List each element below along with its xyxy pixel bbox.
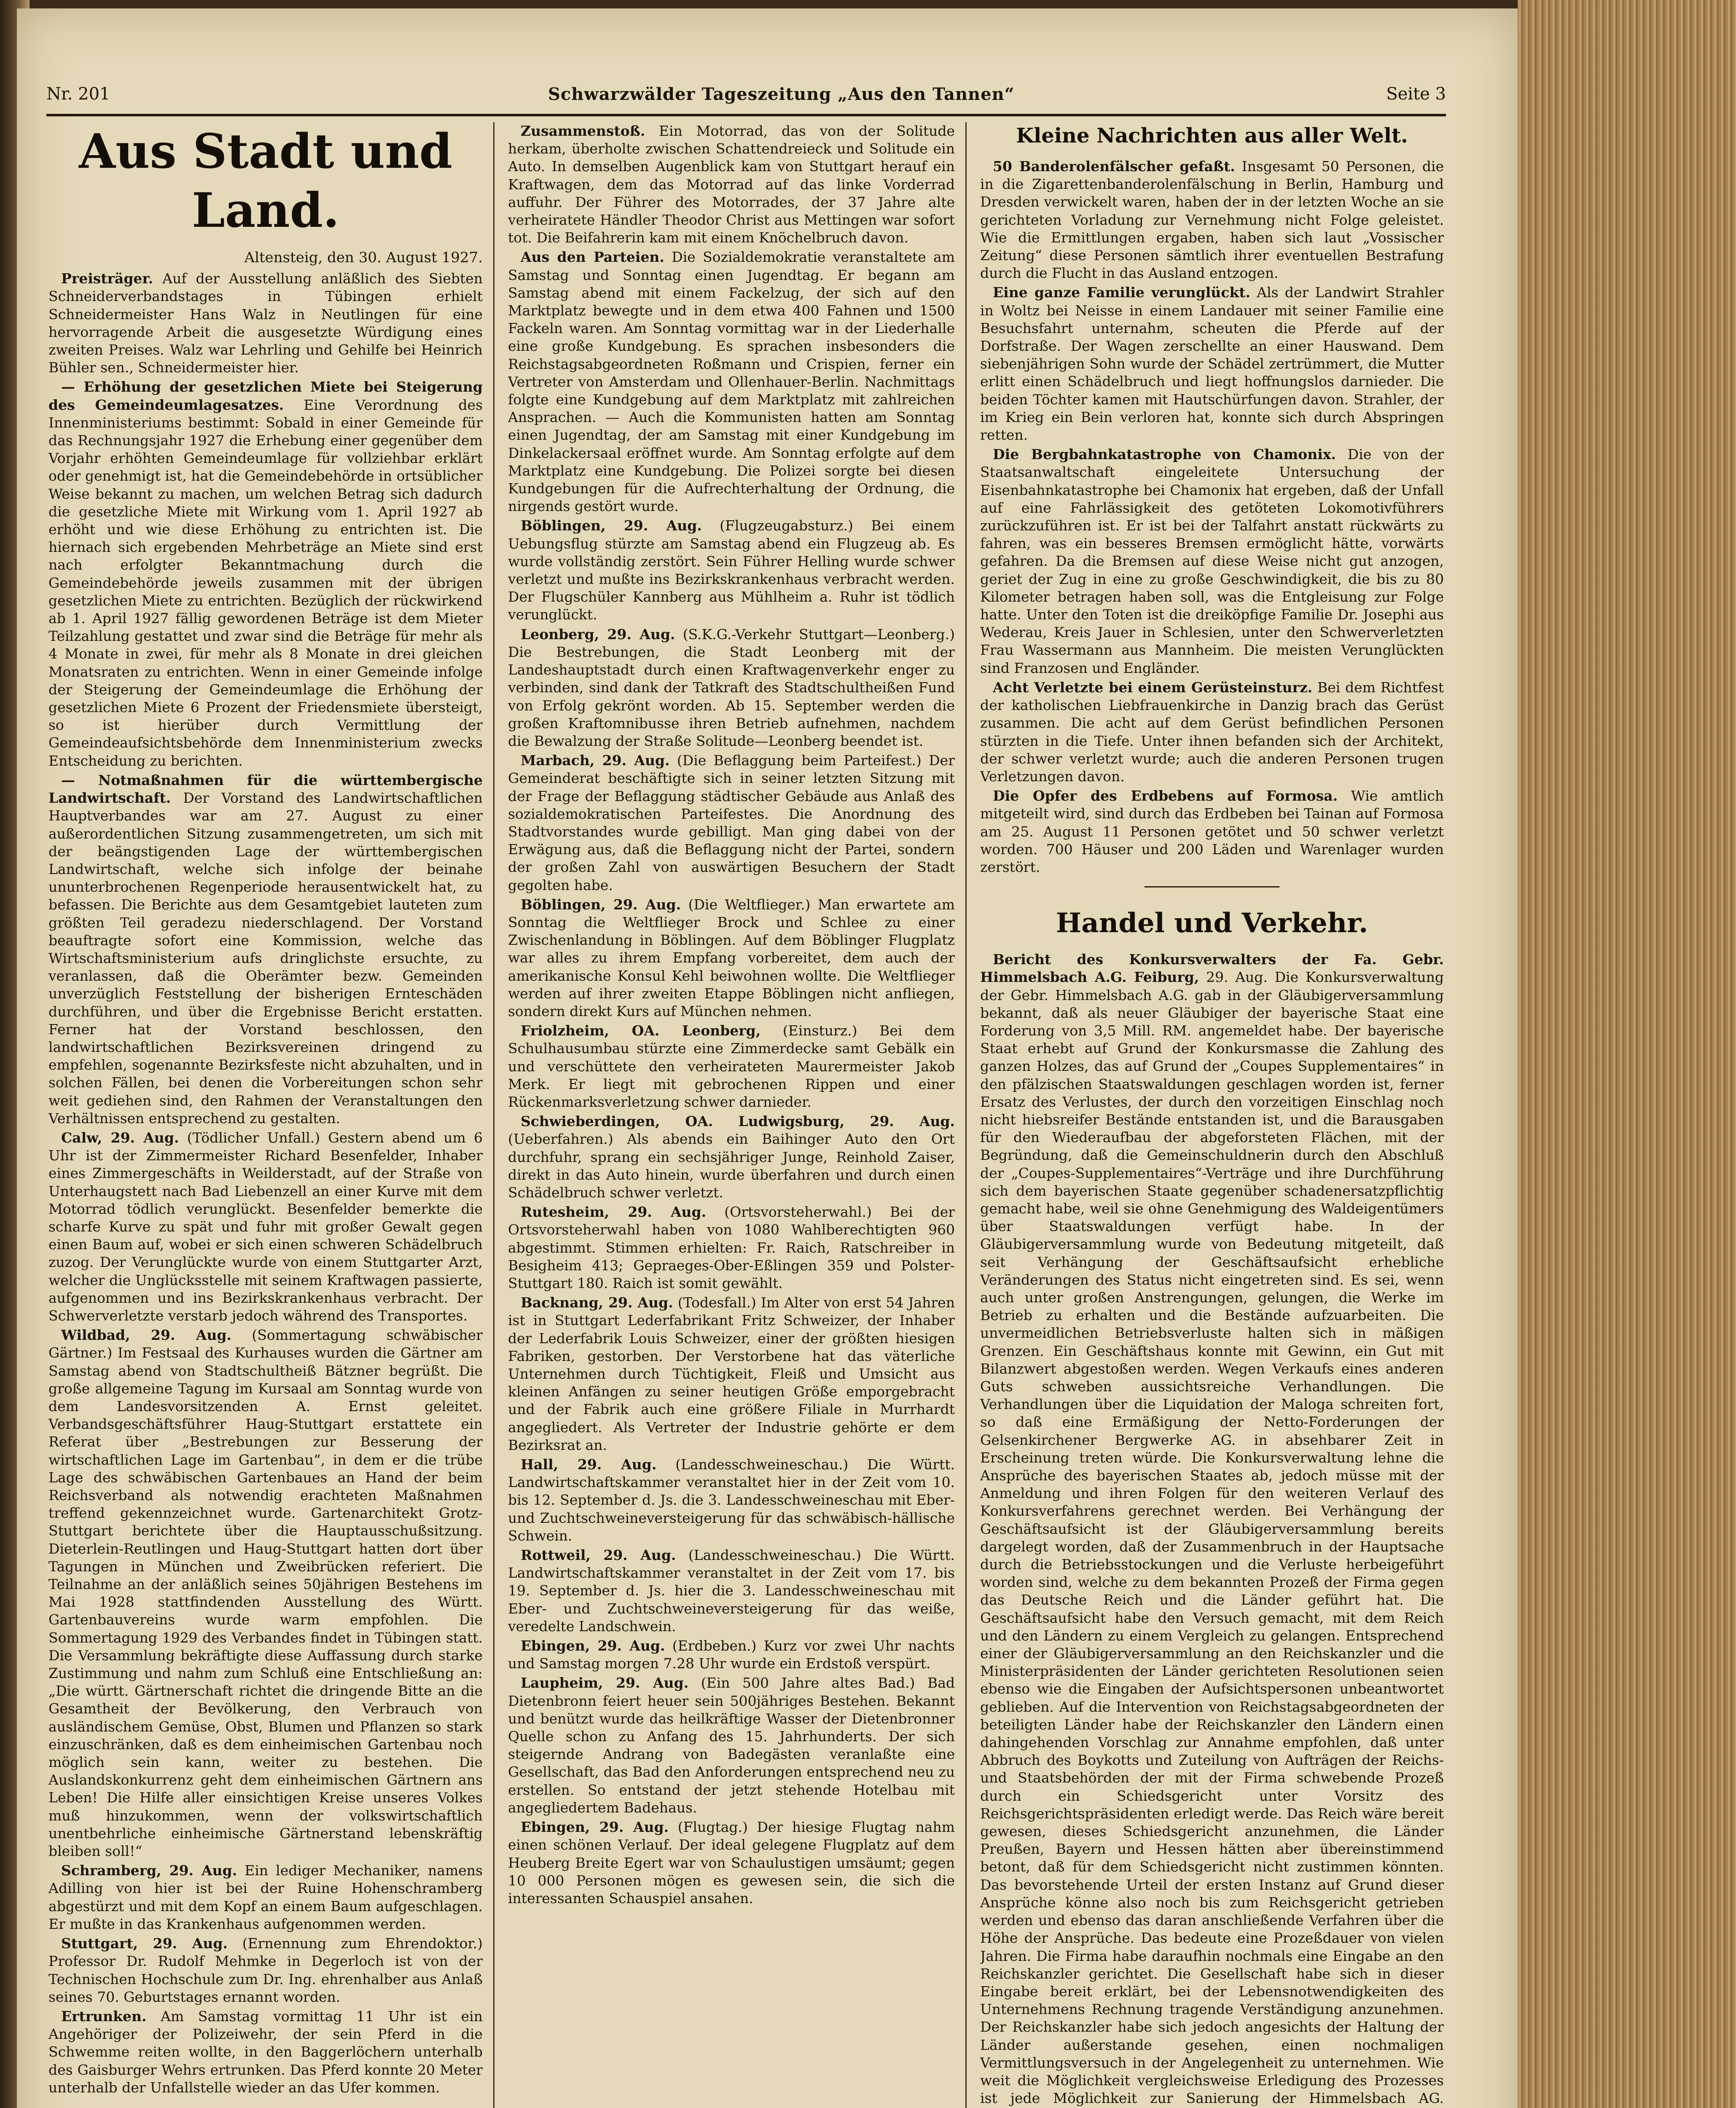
article-paragraph [48, 270, 483, 376]
article-body: (Erdbeben.) Kurz vor zwei Uhr nachts und Samstag morgen 7.28 Uhr wurde ein Erdstoß verspürt. [508, 1637, 955, 1672]
article-body: 29. Aug. Die Konkursverwaltung der Gebr. Himmelsbach A.G. gab in der Gläubigerversammlung bekannt, daß als neuer Gläubiger der bayerische Staat eine Forderung von 3,5 Mill. RM. angemeldet habe. Der bayerische Staat erhebt auf Grund der Konkursmasse die Zahlung des ganzen Holzes, das auf Grund der „Coupes Supplementaires“ in den pfälzischen Staatswaldungen geschlagen worden ist, ferner Ersatz des Verlustes, der durch den vorzeitigen Einschlag noch nicht hiebsreifer Bestände entstanden ist, und die Barausgaben für den Wiederaufbau der abgeforsteten Flächen, mit der Begründung, daß die Gemeinschuldnerin durch den Abschluß der „Coupes-Supplementaires“-Verträge und ihre Durchführung sich dem bayerischen Staate gegenüber schadenersatzpflichtig gemacht habe, weil sie ohne Genehmigung des Waldeigentümers über Staatswaldungen verfügt habe. In der Gläubigerversammlung wurde von Bedeutung mitgeteilt, daß seit Verhängung der Geschäftsaufsicht erhebliche Veränderungen des Status nicht eingetreten sind. Es sei, wenn auch unter großen Anstrengungen, gelungen, die Werke im Betrieb zu erhalten und die Bestände aufzuarbeiten. Die unvermeidlichen Betriebsverluste halten sich in mäßigen Grenzen. Ein Geschäftshaus konnte mit Gewinn, ein Gut mit Bilanzwert abgestoßen werden. Wegen Verkaufs eines anderen Guts schweben aussichtsreiche Verhandlungen. Die Verhandlungen über die Liquidation der Maloga schreiten fort, so daß eine Ermäßigung der Netto-Forderungen der Gelsenkirchener Bergwerke AG. in absehbarer Zeit in Erscheinung treten würde. Die Konkursverwaltung lehne die Ansprüche des bayerischen Staates ab, jedoch müsse mit der Anmeldung und ihren Folgen für den weiteren Verlauf des Konkursverfahrens gerechnet werden. Bei Verhängung der Geschäftsaufsicht ist der Gläubigerversammlung bereits dargelegt worden, daß der Zusammenbruch in der Hauptsache durch die Betriebsstockungen und die Verluste herbeigeführt worden sind, welche zu dem bekannten Prozeß der Firma gegen das Deutsche Reich und die Länder geführt hat. Die Geschäftsaufsicht habe den Versuch gemacht, mit dem Reich und den Ländern zu einem Vergleich zu gelangen. Entsprechend einer der Gläubigerversammlung an den Reichskanzler und die Ministerpräsidenten der Länder gerichteten Resolutionen seien ebenso wie die Eingaben der Aufsichtspersonen unbeantwortet geblieben. Auf die Intervention von Reichstagsabgeordneten der beteiligten Länder habe der Reichskanzler den Ländern einen dahingehenden Vorschlag zur Annahme empfohlen, daß unter Abbruch des Boykotts und Zuteilung von Aufträgen der Reichs- und Staatsbehörden der mit der Firma schwebende Prozeß durch ein Schiedsgericht unter Vorsitz des Reichsgerichtspräsidenten erledigt werde. Das Reich wäre bereit gewesen, dieses Schiedsgericht anzunehmen, die Länder Preußen, Bayern und Hessen hätten aber übereinstimmend betont, daß für dem Schiedsgericht nicht zustimmen könnten. Das bevorstehende Urteil der ersten Instanz auf Grund dieser Ansprüche könne also noch bis zum Reichsgericht getrieben werden und ebenso das daran anschließende Verfahren über die Höhe der Ansprüche. Das bedeute eine Prozeßdauer von vielen Jahren. Die Firma habe daraufhin nochmals eine Eingabe an den Reichskanzler gerichtet. Die Gesellschaft habe sich in dieser Eingabe bereit erklärt, bei der Lebensnotwendigkeiten des Unternehmens Rechnung tragende Verständigung anzunehmen. Der Reichskanzler habe sich jedoch angesichts der Haltung der Länder außerstande gesehen, einen nochmaligen Vermittlungsversuch in der Angelegenheit zu unternehmen. Wie weit die Möglichkeit vergleichsweise Erledigung des Prozesses ist jede Möglichkeit zur Sanierung der Himmelsbach AG. [980, 969, 1444, 2107]
article-paragraph [508, 1022, 955, 1111]
article-body: (Ernennung zum Ehrendoktor.) Professor Dr. Rudolf Mehmke in Degerloch ist von der Technischen Hochschule zum Dr. Ing. ehrenhalber aus Anlaß seines 70. Geburtstages ernannt worden. [48, 1935, 483, 2005]
article-lead: Calw, 29. Aug. [61, 1129, 179, 1146]
article-body: Der Vorstand des Landwirtschaftlichen Hauptverbandes war am 27. August zu einer außerordentlichen Sitzung zusammengetreten, um sich mit der beängstigenden Lage der württembergischen Landwirtschaft, welche sich infolge der beinahe ununterbrochenen Regenperiode herausentwickelt hat, zu befassen. Die Berichte aus dem Gesamtgebiet lauteten zum größten Teil geradezu niederschlagend. Der Vorstand beauftragte sofort eine Kommission, welche das Wirtschaftsministerium aufs dringlichste ersuchte, zu veranlassen, daß die Oberämter bezw. Gemeinden unverzüglich Feststellung der bisherigen Ernteschäden durchführen, und über die Ergebnisse Bericht erstatten. Ferner hat der Vorstand beschlossen, den landwirtschaftlichen Bezirksvereinen dringend zu empfehlen, sogenannte Bezirksfeste nicht abzuhalten, und in solchen Fällen, bei denen die Vorbereitungen schon sehr weit gediehen sind, den Rahmen der Veranstaltungen den Verhältnissen entsprechend zu gestalten. [48, 790, 483, 1127]
article-lead: Ebingen, 29. Aug. [521, 1637, 665, 1654]
article-paragraph [48, 378, 483, 769]
article-paragraph [48, 1326, 483, 1860]
article-body: (Flugzeugabsturz.) Bei einem Uebungsflug stürzte am Samstag abend ein Flugzeug ab. Es wurde vollständig zerstört. Sein Führer Helling wurde schwer verletzt und mußte ins Bezirkskrankenhaus verbracht werden. Der Flugschüler Kannberg aus Mühlheim a. Ruhr ist tödlich verunglückt. [508, 517, 955, 623]
column-2-articles [508, 122, 955, 1907]
article-paragraph [48, 1862, 483, 1933]
column-3-world-articles [980, 158, 1444, 876]
article-body: Die von der Staatsanwaltschaft eingeleitete Untersuchung der Eisenbahnkatastrophe bei Chamonix hat ergeben, daß der Unfall auf eine Fahrlässigkeit des getöteten Lokomotivführers zurückzuführen ist. Er ist bei der Talfahrt anstatt rückwärts zu fahren, was ein besseres Bremsen ermöglicht hätte, vorwärts gefahren. Da die Bremsen auf diese Weise nicht gut anzogen, geriet der Zug in eine zu große Geschwindigkeit, die bis zu 80 Kilometer betragen haben soll, was die Entgleisung zur Folge hatte. Unter den Toten ist die dreiköpfige Familie Dr. Josephi aus Wederau, Kreis Jauer in Schlesien, unter den Schwerverletzten Frau Wassermann aus Mannheim. Die meisten Verunglückten sind Franzosen und Engländer. [980, 446, 1444, 676]
article-body: (Landesschweineschau.) Die Württ. Landwirtschaftskammer veranstaltet in der Zeit vom 17. bis 19. September d. Js. hier die 3. Landesschweineschau mit Eber- und Zuchtschweineversteigerung für das weiße, veredelte Landschwein. [508, 1547, 955, 1635]
article-lead: Wildbad, 29. Aug. [61, 1327, 232, 1344]
article-lead: Acht Verletzte bei einem Gerüsteinsturz. [993, 679, 1313, 696]
article-paragraph [980, 787, 1444, 876]
article-paragraph [980, 951, 1444, 2108]
article-paragraph [508, 1113, 955, 1202]
article-body: (Ueberfahren.) Als abends ein Baihinger Auto den Ort durchfuhr, sprang ein sechsjähriger Junge, Reinhold Zaiser, direkt in das Auto hinein, wurde überfahren und durch einen Schädelbruch schwer verletzt. [508, 1131, 955, 1201]
article-lead: Rottweil, 29. Aug. [521, 1547, 676, 1564]
article-body: (Landesschweineschau.) Die Württ. Landwirtschaftskammer veranstaltet hier in der Zeit vom 10. bis 12. September d. Js. die 3. Landesschweineschau mit Eber- und Zuchtschweineversteigerung für das schwäbisch-hällische Schwein. [508, 1456, 955, 1544]
article-paragraph [980, 446, 1444, 677]
article-lead: Böblingen, 29. Aug. [521, 517, 702, 534]
article-body: Eine Verordnung des Innenministeriums bestimmt: Sobald in einer Gemeinde für das Rechnungsjahr 1927 die Erhebung einer gegenüber dem Vorjahr erhöhten Gemeindeumlage für vollziehbar erklärt oder genehmigt ist, hat die Gemeindebehörde in ortsüblicher Weise bekannt zu machen, um welchen Betrag sich dadurch die gesetzliche Miete mit Wirkung vom 1. April 1927 ab erhöht und wie diese Erhöhung zu entrichten ist. Die hiernach sich ergebenden Mehrbeträge an Miete sind erst nach erfolgter Bekanntmachung durch die Gemeindebehörde jeweils zusammen mit der übrigen gesetzlichen Miete zu entrichten. Bezüglich der rückwirkend ab 1. April 1927 fällig gewordenen Beträge ist dem Mieter Teilzahlung gestattet und zwar sind die Beträge für mehr als 4 Monate in zwei, für mehr als 8 Monate in drei gleichen Monatsraten zu entrichten. Wenn in einer Gemeinde infolge der Steigerung der Gemeindeumlage die Erhöhung der gesetzlichen Miete 6 Prozent der Friedensmiete übersteigt, so ist hierüber durch Vermittlung der Gemeindeaufsichtsbehörde dem Innenministerium zwecks Entscheidung zu berichten. [48, 396, 483, 769]
article-paragraph [508, 1818, 955, 1907]
article-lead: Ertrunken. [61, 2008, 147, 2025]
article-paragraph [980, 284, 1444, 444]
article-body: Bei dem Richtfest der katholischen Liebfrauenkirche in Danzig brach das Gerüst zusammen. Die acht auf dem Gerüst befindlichen Personen stürzten in die Tiefe. Unter ihnen befanden sich der Architekt, der schwer verletzt wurde; auch die anderen Personen trugen Verletzungen davon. [980, 679, 1444, 785]
article-paragraph [508, 1294, 955, 1454]
article-paragraph [508, 1546, 955, 1635]
column-1-articles [48, 270, 483, 2097]
article-paragraph [508, 1674, 955, 1817]
article-body: (Sommertagung schwäbischer Gärtner.) Im Festsaal des Kurhauses wurden die Gärtner am Samstag abend von Stadtschultheiß Bätzner begrüßt. Die große allgemeine Tagung im Kursaal am Sonntag wurde von dem Landesvorsitzenden A. Ernst geleitet. Verbandsgeschäftsführer Haug-Stuttgart erstattete ein Referat über „Bestrebungen zur Besserung der wirtschaftlichen Lage im Gartenbau“, in dem er die trübe Lage des schwäbischen Gartenbaues an Hand der beim Reichsverband als notwendig erachteten Maßnahmen treffend gekennzeichnet wurde. Gartenarchitekt Grotz-Stuttgart berichtete über die Hauptausschußsitzung. Dieterlein-Reutlingen und Haug-Stuttgart hatten dort über Tagungen in München und Zweibrücken referiert. Die Teilnahme an der anläßlich seines 50jährigen Bestehens im Mai 1928 stattfindenden Ausstellung des Württ. Gartenbauvereins wurde warm empfohlen. Die Sommertagung 1929 des Verbandes findet in Tübingen statt. Die Versammlung bekräftigte diese Auffassung durch starke Zustimmung und nahm zum Schluß eine Entschließung an: „Die württ. Gärtnerschaft richtet die dringende Bitte an die Gesamtheit der Bevölkerung, den Verbrauch von ausländischem Gemüse, Obst, Blumen und Pflanzen so stark einzuschränken, daß es dem einheimischen Gartenbau noch möglich sein kann, weiter zu bestehen. Die Auslandskonkurrenz geht dem einheimischen Gärtnern ans Leben! Die Hilfe aller einsichtigen Kreise unseres Volkes muß hinzukommen, wenn der volkswirtschaftlich unentbehrliche einheimische Gärtnerstand lebenskräftig bleiben soll!“ [48, 1327, 483, 1860]
article-body: (Todesfall.) Im Alter von erst 54 Jahren ist in Stuttgart Lederfabrikant Fritz Schweizer, der Inhaber der Lederfabrik Louis Schweizer, einer der größten hiesigen Fabriken, gestorben. Der Verstorbene hat das väterliche Unternehmen durch Tüchtigkeit, Fleiß und Umsicht aus kleinen Anfängen zu seiner heutigen Größe emporgebracht und der Fabrik auch eine größere Filiale in Murrhardt angegliedert. Als Vertreter der Industrie gehörte er dem Bezirksrat an. [508, 1294, 955, 1453]
article-lead: Bericht des Konkursverwalters der Fa. Gebr. Himmelsbach A.G. Feiburg, [980, 951, 1444, 986]
article-body: Ein Motorrad, das von der Solitude herkam, überholte zwischen Schattendreieck und Solitude ein Auto. In demselben Augenblick kam von Stuttgart herauf ein Kraftwagen, dem das Motorrad auf das linke Vorderrad auffuhr. Der Führer des Motorrades, der 37 Jahre alte verheiratete Händler Theodor Christ aus Mettingen war sofort tot. Die Beifahrerin kam mit einem Knöchelbruch davon. [508, 123, 955, 246]
article-body: Als der Landwirt Strahler in Woltz bei Neisse in einem Landauer mit seiner Familie eine Besuchsfahrt unternahm, scheuten die Pferde auf der Dorfstraße. Der Wagen zerschellte an einer Hauswand. Dem siebenjährigen Sohn wurde der Schädel zertrümmert, die Mutter erlitt einen Schädelbruch und liegt hoffnungslos darnieder. Die beiden Töchter kamen mit Hautschürfungen davon. Strahler, der im Krieg ein Bein verloren hat, konnte sich durch Abspringen retten. [980, 284, 1444, 444]
article-lead: Rutesheim, 29. Aug. [521, 1204, 707, 1221]
page-number: Seite 3 [1386, 84, 1446, 104]
article-body: (Ein 500 Jahre altes Bad.) Bad Dietenbronn feiert heuer sein 500jähriges Bestehen. Bekannt und benützt wurde das heilkräftige Wasser der Dietenbronner Quelle schon zu Anfang des 15. Jahrhunderts. Der sich steigernde Andrang von Badegästen veranlaßte eine Gesellschaft, das Bad den Anforderungen entsprechend neu zu erstellen. So entstand der jetzt stehende Hotelbau mit angegliedertem Badehaus. [508, 1675, 955, 1816]
article-paragraph [508, 517, 955, 624]
article-lead: Die Bergbahnkatastrophe von Chamonix. [993, 446, 1336, 463]
column-3 [980, 122, 1444, 2108]
article-body: (Die Beflaggung beim Parteifest.) Der Gemeinderat beschäftigte sich in seiner letzten Sitzung mit der Frage der Beflaggung städtischer Gebäude aus Anlaß des sozialdemokratischen Parteifestes. Die Anordnung des Stadtvorstandes wurde gebilligt. Man ging dabei von der Erwägung aus, daß die Beflaggung nicht der Partei, sondern der großen Zahl von auswärtigen Besuchern der Stadt gegolten habe. [508, 752, 955, 893]
article-body: (Ortsvorsteherwahl.) Bei der Ortsvorsteherwahl haben von 1080 Wahlberechtigten 960 abgestimmt. Stimmen erhielten: Fr. Raich, Ratschreiber in Besigheim 413; Gepraeges-Ober-Eßlingen 359 und Polster-Stuttgart 180. Raich ist somit gewählt. [508, 1204, 955, 1291]
article-body: (Einsturz.) Bei dem Schulhausumbau stürzte eine Zimmerdecke samt Gebälk ein und verschüttete den verheirateten Maurermeister Jakob Merk. Er liegt mit gebrochenen Rippen und einer Rückenmarksverletzung schwer darnieder. [508, 1022, 955, 1110]
column-divider [965, 122, 967, 2108]
article-body: Auf der Ausstellung anläßlich des Siebten Schneiderverbandstages in Tübingen erhielt Schneidermeister Hans Walz in Neutlingen für eine hervorragende Arbeit die ausgesetzte Würdigung eines zweiten Preises. Walz war Lehrling und Gehilfe bei Heinrich Bühler sen., Schneidermeister hier. [48, 270, 483, 376]
article-lead: Marbach, 29. Aug. [521, 752, 670, 769]
article-paragraph [508, 248, 955, 515]
page-header [46, 80, 1446, 110]
article-paragraph [508, 1456, 955, 1545]
column-divider [493, 122, 494, 2108]
article-body: (Die Weltflieger.) Man erwartete am Sonntag die Weltflieger Brock und Schlee zu einer Zwischenlandung in Böblingen. Auf dem Böblinger Flugplatz war alles zu ihrem Empfang vorbereitet, dem auch der amerikanische Konsul Kehl beiwohnen wollte. Die Weltflieger werden auf ihrer zweiten Etappe Böblingen nicht anfliegen, sondern direkt Kurs auf München nehmen. [508, 896, 955, 1019]
article-lead: Hall, 29. Aug. [521, 1456, 657, 1473]
article-paragraph [48, 772, 483, 1127]
column-1 [48, 122, 483, 2108]
article-lead: Stuttgart, 29. Aug. [61, 1935, 228, 1952]
newspaper-name: Schwarzwälder Tageszeitung „Aus den Tannen“ [548, 84, 1015, 104]
article-lead: Leonberg, 29. Aug. [521, 626, 675, 643]
article-paragraph [508, 122, 955, 247]
article-lead: Eine ganze Familie verunglückt. [993, 284, 1250, 301]
article-lead: — Notmaßnahmen für die württembergische Landwirtschaft. [48, 772, 483, 807]
article-lead: Friolzheim, OA. Leonberg, [521, 1022, 761, 1039]
article-body: (Tödlicher Unfall.) Gestern abend um 6 Uhr ist der Zimmermeister Richard Besenfelder, Inhaber eines Zimmergeschäfts in Weilderstadt, auf der Straße von Unterhaugstett nach Bad Liebenzell an einer Kurve mit dem Motorrad tödlich verunglückt. Besenfelder bemerkte die scharfe Kurve zu spät und fuhr mit großer Gewalt gegen einen Baum auf, wobei er sich einen schweren Schädelbruch zuzog. Der Verunglückte wurde von einem Stuttgarter Arzt, welcher die Unglücksstelle mit seinem Kraftwagen passierte, aufgenommen und ins Bezirkskrankenhaus verbracht. Der Schwerverletzte verstarb jedoch während des Transportes. [48, 1129, 483, 1324]
article-lead: Böblingen, 29. Aug. [521, 896, 681, 913]
article-paragraph [48, 1935, 483, 2006]
article-body: Ein lediger Mechaniker, namens Adilling von hier ist bei der Ruine Hohenschramberg abgestürzt und mit dem Kopf an einem Baum aufgeschlagen. Er mußte in das Krankenhaus aufgenommen werden. [48, 1862, 483, 1932]
article-body: Wie amtlich mitgeteilt wird, sind durch das Erdbeben bei Tainan auf Formosa am 25. August 11 Personen getötet und 50 schwer verletzt worden. 700 Häuser und 200 Läden und Warenlager wurden zerstört. [980, 788, 1444, 875]
section-title-world: Kleine Nachrichten aus aller Welt. [1016, 124, 1408, 148]
article-body: Insgesamt 50 Personen, die in die Zigarettenbanderolenfälschung in Berlin, Hamburg und Dresden verwickelt waren, haben der in der letzten Woche an sie gerichteten Vorladung zur Vernehmung nicht Folge geleistet. Wie die Ermittlungen ergaben, haben sich laut „Vossischer Zeitung“ diese Personen sämtlich ihrer eventuellen Bestrafung durch die Flucht in das Ausland entzogen. [980, 158, 1444, 282]
article-lead: Backnang, 29. Aug. [521, 1294, 673, 1311]
article-paragraph [508, 752, 955, 894]
article-lead: Preisträger. [61, 270, 153, 287]
article-paragraph [508, 1637, 955, 1672]
section-divider [1145, 886, 1279, 887]
article-body: Am Samstag vormittag 11 Uhr ist ein Angehöriger der Polizeiwehr, der sein Pferd in die Schwemme reiten wollte, in den Baggerlöchern unterhalb des Gaisburger Wehrs ertrunken. Das Pferd konnte 20 Meter unterhalb der Unfallstelle wieder an das Ufer kommen. [48, 2008, 483, 2096]
page-stack-edge [1518, 0, 1736, 2108]
column-3-trade-articles [980, 951, 1444, 2108]
article-body: Die Sozialdemokratie veranstaltete am Samstag und Sonntag einen Jugendtag. Er begann am Samstag abend mit einem Fackelzug, der sich auf den Marktplatz bewegte und in dem etwa 400 Fahnen und 1500 Fackeln waren. Am Sonntag vormittag war in der Liederhalle eine große Kundgebung. Es sprachen insbesonders die Reichstagsabgeordneten Roßmann und Crispien, ferner ein Vertreter von Amsterdam und Ollenhauer-Berlin. Nachmittags folgte eine Kundgebung auf dem Marktplatz mit zahlreichen Ansprachen. — Auch die Kommunisten hatten am Sonntag einen Jugendtag, der am Samstag mit einer Kundgebung im Dinkelackersaal eröffnet wurde. Am Sonntag erfolgte auf dem Marktplatz eine Kundgebung. Die Polizei sorgte bei diesen Kundgebungen für die Aufrechterhaltung der Ordnung, die nirgends gestört wurde. [508, 249, 955, 515]
article-lead: Die Opfer des Erdbebens auf Formosa. [993, 788, 1338, 804]
article-lead: Ebingen, 29. Aug. [521, 1819, 669, 1836]
article-lead: Schwieberdingen, OA. Ludwigsburg, 29. Aug. [521, 1113, 955, 1130]
article-lead: — Erhöhung der gesetzlichen Miete bei Steigerung des Gemeindeumlagesatzes. [48, 379, 483, 413]
article-lead: Laupheim, 29. Aug. [521, 1675, 689, 1691]
dateline: Altensteig, den 30. August 1927. [244, 249, 483, 266]
article-body: (S.K.G.-Verkehr Stuttgart—Leonberg.) Die Bestrebungen, die Stadt Leonberg mit der Landeshauptstadt durch einen Kraftwagenverkehr enger zu verbinden, sind dank der Tatkraft des Stadtschultheißen Fund von Erfolg gekrönt worden. Ab 15. September werden die großen Kraftomnibusse ihren Betrieb aufnehmen, nachdem die Bewalzung der Straße Solitude—Leonberg beendet ist. [508, 626, 955, 749]
article-paragraph [508, 896, 955, 1020]
article-lead: Aus den Parteien. [521, 249, 664, 266]
header-rule [46, 114, 1446, 116]
section-title-trade: Handel und Verkehr. [1056, 907, 1368, 939]
article-lead: 50 Banderolenfälscher gefaßt. [993, 158, 1235, 175]
section-title-local: Aus Stadt und Land. [79, 124, 452, 238]
article-paragraph [980, 158, 1444, 282]
article-paragraph [980, 679, 1444, 785]
article-paragraph [508, 1203, 955, 1292]
article-paragraph [48, 1129, 483, 1325]
article-lead: Zusammenstoß. [521, 123, 645, 139]
article-paragraph [508, 626, 955, 750]
column-2 [508, 122, 955, 2108]
article-paragraph [48, 2008, 483, 2097]
article-body: (Flugtag.) Der hiesige Flugtag nahm einen schönen Verlauf. Der ideal gelegene Flugplatz auf dem Heuberg Breite Egert war von Schaulustigen umsäumt; gegen 10 000 Personen mögen es gewesen sein, die sich die interessanten Schauspiel ansahen. [508, 1819, 955, 1906]
issue-number: Nr. 201 [46, 84, 110, 104]
article-lead: Schramberg, 29. Aug. [61, 1862, 237, 1879]
